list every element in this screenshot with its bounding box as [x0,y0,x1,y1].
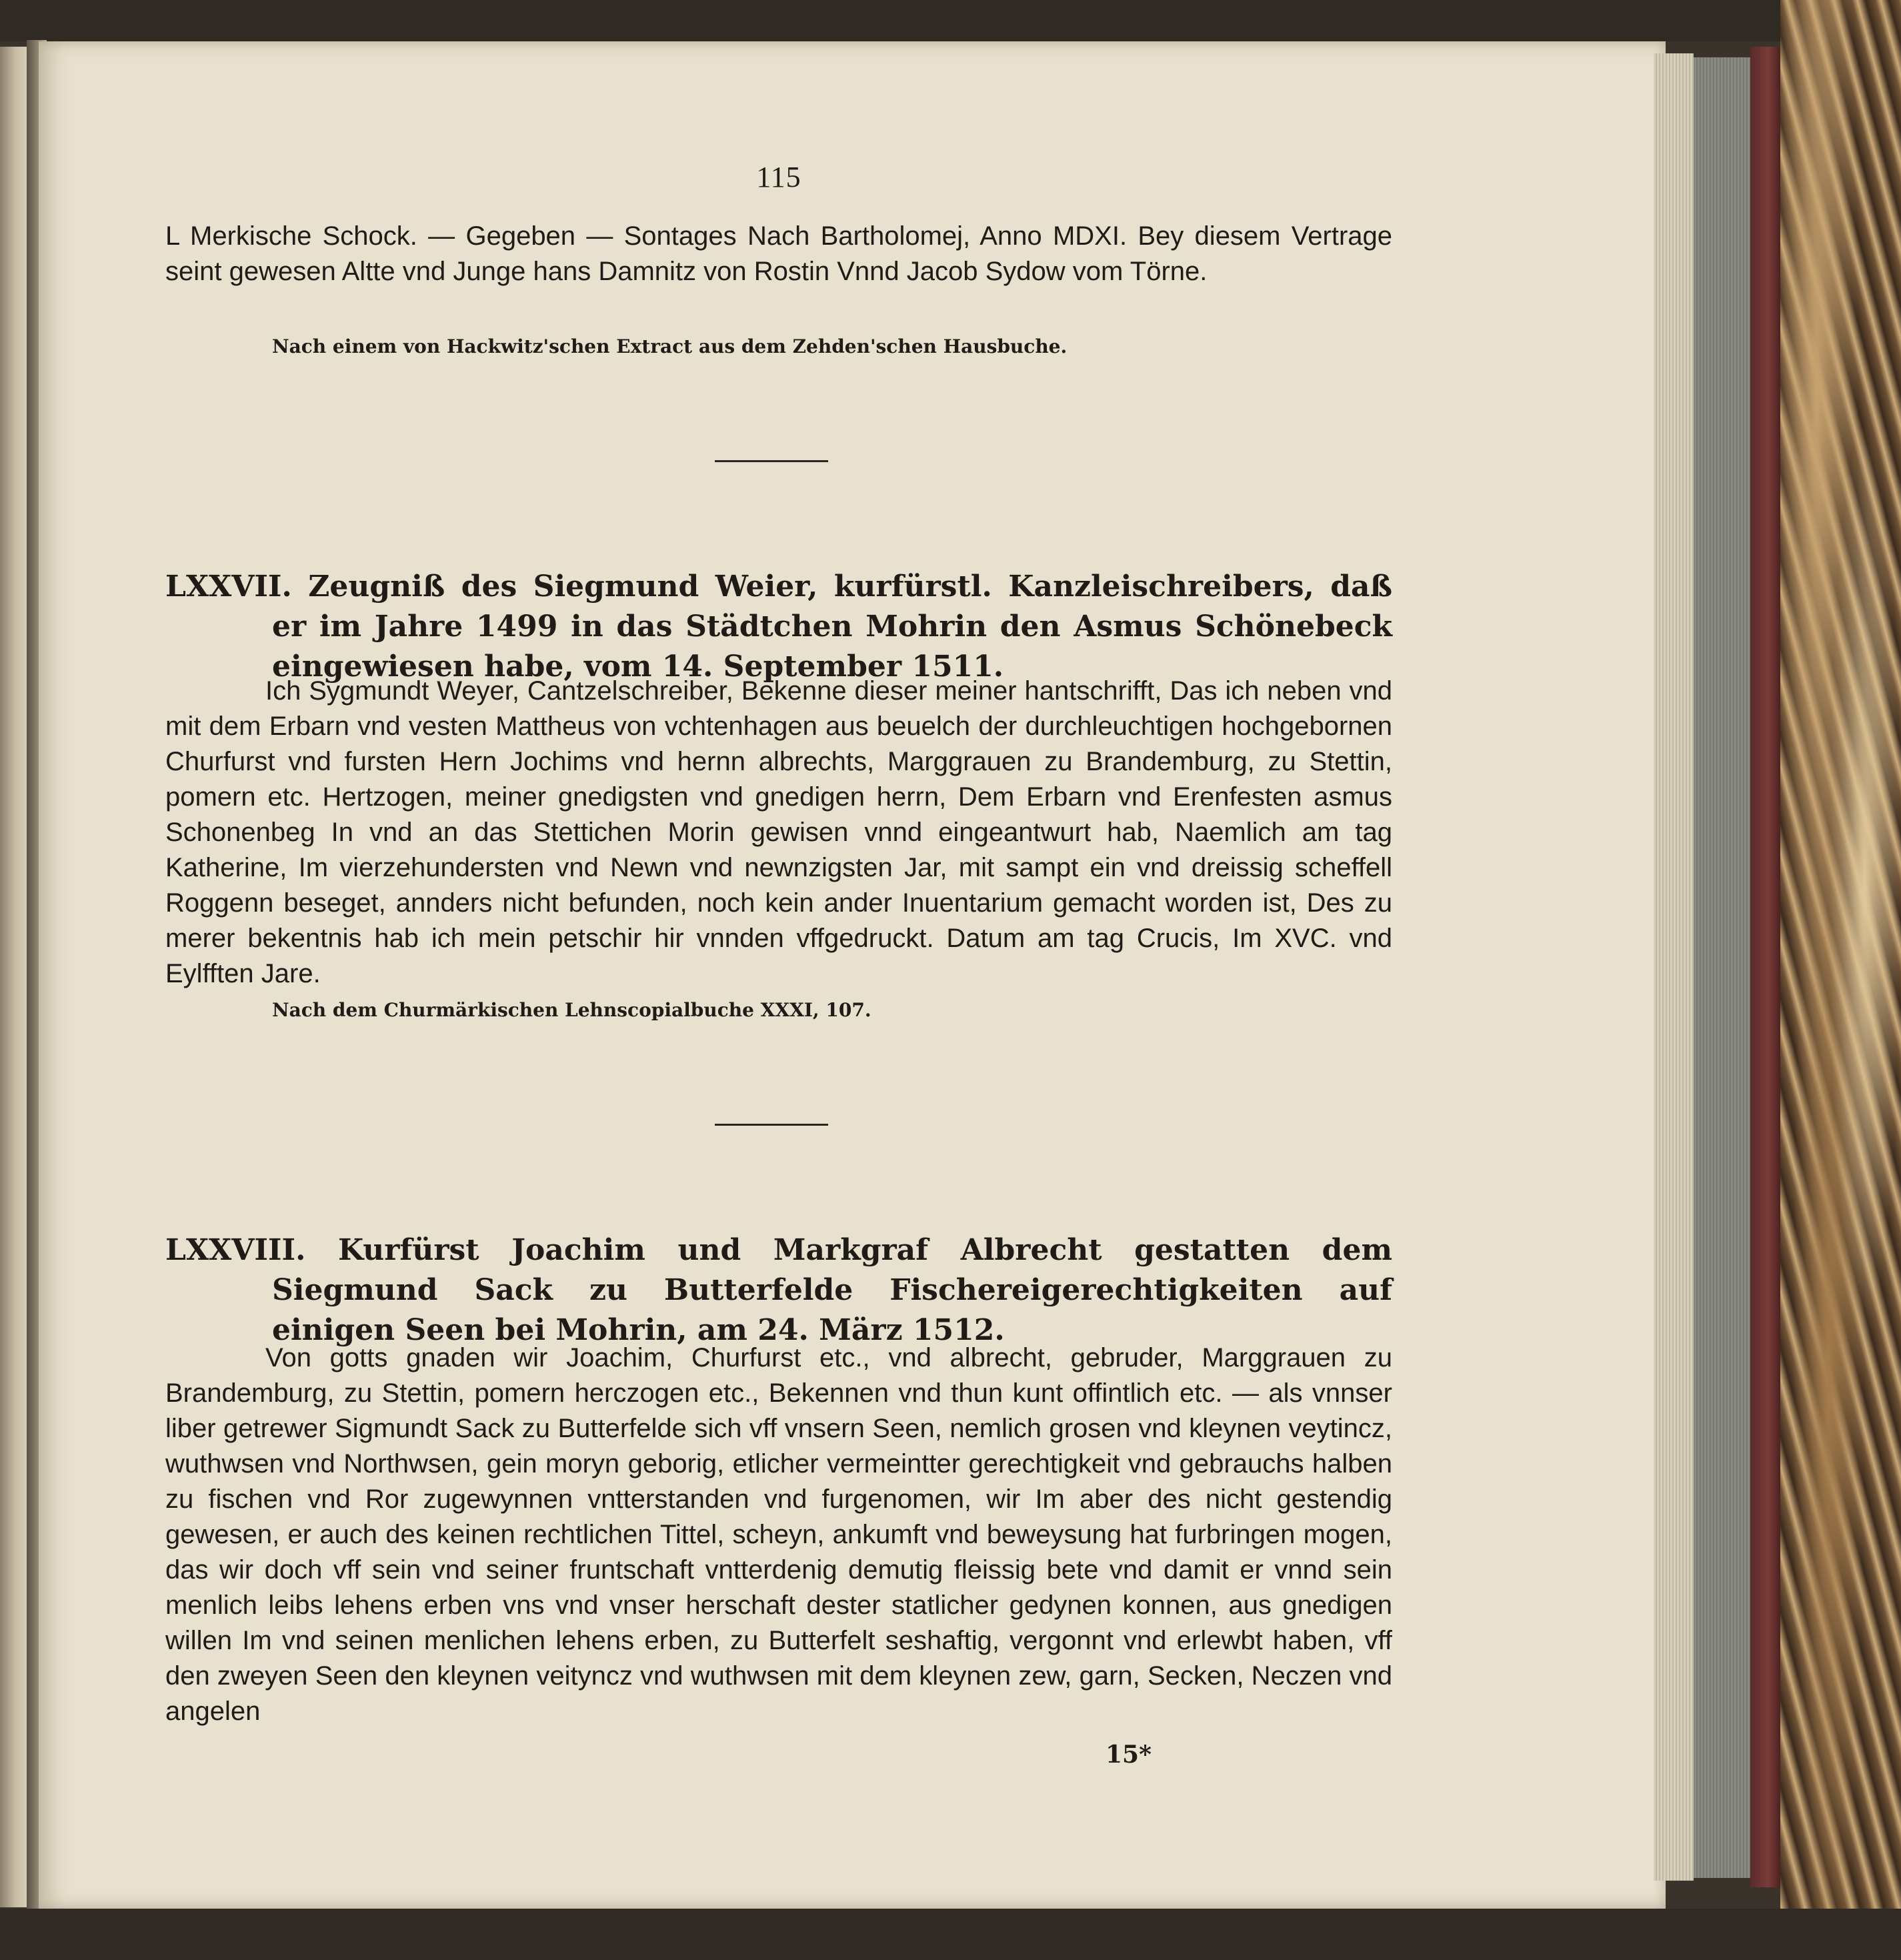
marbled-cover [1780,0,1901,1960]
signature-mark: 15* [1106,1741,1152,1769]
section-divider [715,1124,828,1126]
document-body-78: Von gotts gnaden wir Joachim, Churfurst etc., vnd albrecht, gebruder, Marggrauen zu Brandemburg, zu Stettin, pomern herczogen etc., Bekennen vnd thun kunt offintlich etc. — als vnnser liber getrewer Sigmundt Sack zu Butterfelde sich vff vnsern Seen, nemlich grosen vnd kleynen veytincz, wuthwsen vnd Northwsen, gein moryn geborig, etlicher vermeintter gerechtigkeit vnd gebrauchs halben zu fischen vnd Ror zugewynnen vntterstanden vnd furgenomen, wir Im aber des nicht gestendig gewesen, er auch des keinen rechtlichen Tittel, scheyn, ankumft vnd beweysung hat furbringen mogen, das wir doch vff sein vnd seiner fruntschaft vntterdenig demutig fleissig bete vnd damit er vnnd sein menlich leibs lehens erben vns vnd vnser herschaft dester statlicher gedynen konnen, aus gnedigen willen Im vnd seinen menlichen lehens erben, zu Butterfelt seshaftig, vergonnt vnd erlewbt haben, vff den zweyen Seen den kleynen veityncz vnd wuthwsen mit dem kleynen zew, garn, Secken, Neczen vnd angelen [165,1343,1392,1726]
continuation-text: L Merkische Schock. — Gegeben — Sontages Nach Bartholomej, Anno MDXI. Bey diesem Vertrage seint gewesen Altte vnd Junge hans Damnitz von Rostin Vnnd Jacob Sydow vom Törne. [165,221,1392,286]
document-heading-77: LXXVII. Zeugniß des Siegmund Weier, kurfürstl. Kanzleischreibers, daß er im Jahre 1499 in das Städtchen Mohrin den Asmus Schönebeck eingewiesen habe, vom 14. September 1511. [165,570,1392,684]
section-divider [715,460,828,462]
page-edges [1654,53,1694,1881]
continuation-source: Nach einem von Hackwitz'schen Extract aus dem Zehden'schen Hausbuche. [272,335,1068,357]
document-heading-78: LXXVIII. Kurfürst Joachim und Markgraf Albrecht gestatten dem Siegmund Sack zu Butterfelde Fischereigerechtigkeiten auf einigen Seen bei Mohrin, am 24. März 1512. [165,1233,1392,1347]
cover-board [1750,47,1780,1887]
document-source-77: Nach dem Churmärkischen Lehnscopialbuche XXXI, 107. [272,999,871,1021]
background-bottom [0,1909,1901,1960]
document-body-77: Ich Sygmundt Weyer, Cantzelschreiber, Bekenne dieser meiner hantschrifft, Das ich neben vnd mit dem Erbarn vnd vesten Mattheus von vchtenhagen aus beuelch der durchleuchtigen hochgebornen Churfurst vnd fursten Hern Jochims vnd hernn albrechts, Marggrauen zu Brandemburg, zu Stettin, pomern etc. Hertzogen, meiner gnedigsten vnd gnedigen herrn, Dem Erbarn vnd Erenfesten asmus Schonenbeg In vnd an das Stettichen Morin gewisen vnnd eingeantwurt hab, Naemlich am tag Katherine, Im vierzehundersten vnd Newn vnd newnzigsten Jar, mit sampt ein vnd dreissig scheffell Roggenn beseget, annders nicht befunden, noch kein ander Inuentarium gemacht worden ist, Des zu merer bekentnis hab ich mein petschir hir vnnden vffgedruckt. Datum am tag Crucis, Im XVC. vnd Eylfften Jare. [165,676,1392,988]
page-number: 115 [756,161,801,193]
page-block [1694,57,1750,1878]
background-top [0,0,1901,41]
